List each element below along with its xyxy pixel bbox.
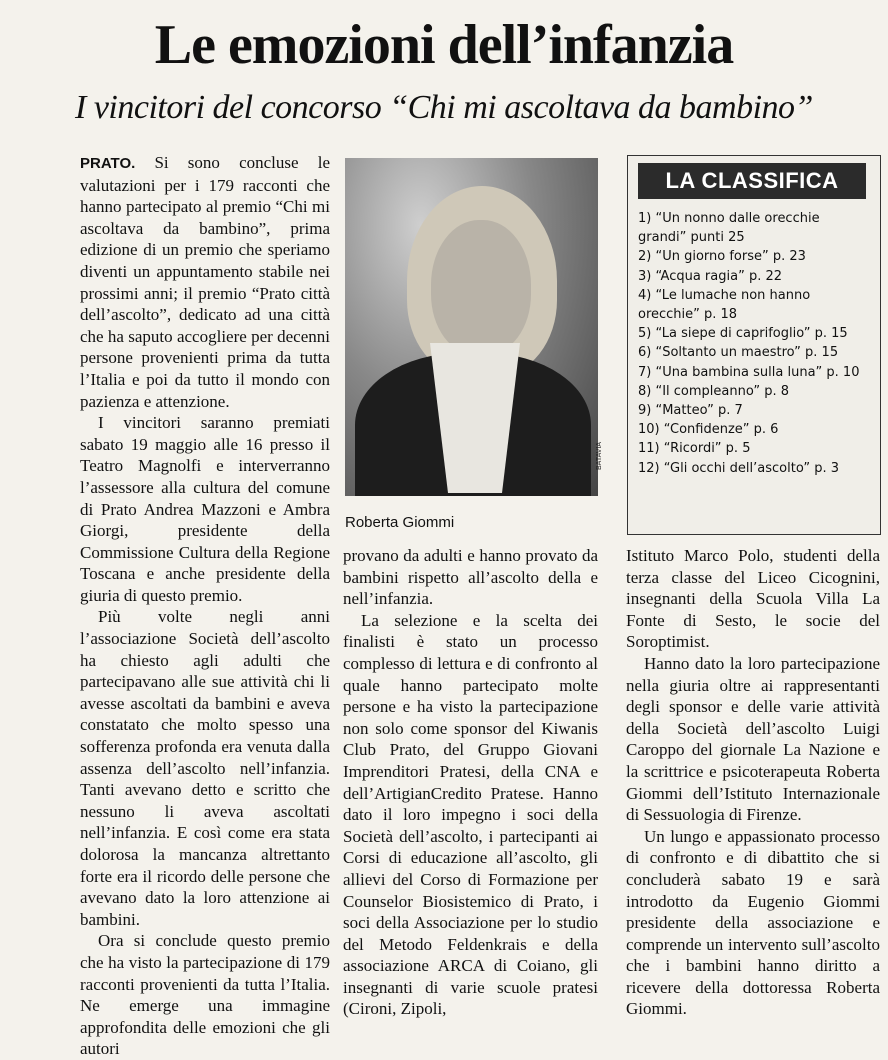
article-column-2 [343,545,598,1020]
list-item: 5) “La siepe di caprifoglio” p. 15 [638,326,848,342]
photo-caption: Roberta Giommi [345,514,455,531]
list-item: 11) “Ricordi” p. 5 [638,441,751,457]
article-paragraph: Ora si conclude questo premio che ha visto la partecipazione di 179 racconti provenienti da tutta l’Italia. Ne emerge una immagine approfondita delle emozioni che gli autori [80,931,330,1059]
article-paragraph: La selezione e la scelta dei finalisti è stato un processo complesso di lettura e di confronto al quale hanno partecipato molte persone e ha visto la partecipazione non solo come sponsor del Kiwanis Club Prato, del Gruppo Giovani Imprenditori Pratesi, della CNA e dell’ArtigianCredito Pratese. Hanno dato il loro impegno i soci della Società dell’ascolto, i partecipanti ai Corsi di educazione all’ascolto, gli allievi del Corso di Formazione per Counselor Biosistemico di Prato, i soci della Associazione per lo studio del Metodo Feldenkrais e della associazione ARCA di Coiano, gli insegnanti di varie scuole pratesi (Cironi, Zipoli, [343,610,598,1019]
list-item: 7) “Una bambina sulla luna” p. 10 [638,364,860,380]
photo-credit: BATAVIA [596,441,603,470]
article-paragraph: Istituto Marco Polo, studenti della terza classe del Liceo Cicognini, insegnanti della Scuola Villa La Fonte di Sesto, le socie del Soroptimist. [626,546,880,652]
list-item: 3) “Acqua ragia” p. 22 [638,268,783,284]
headline: Le emozioni dell’infanzia [154,14,734,76]
list-item: 12) “Gli occhi dell’ascolto” p. 3 [638,460,839,476]
classifica-title: LA CLASSIFICA [638,163,866,199]
article-paragraph: Un lungo e appassionato processo di confronto e di dibattito che si concluderà sabato 19 e sarà introdotto da Eugenio Giommi presidente della associazione e comprende un intervento sull’ascolto che i bambini hanno diritto a ricevere della dottoressa Roberta Giommi. [626,826,880,1019]
article-column-3 [626,545,880,1020]
list-item: 4) “Le lumache non hanno orecchie” p. 18 [638,287,811,323]
classifica-box [627,155,881,535]
subheadline: I vincitori del concorso “Chi mi ascoltava da bambino” [75,89,813,126]
photo-face [431,220,531,355]
list-item: 6) “Soltanto un maestro” p. 15 [638,345,839,361]
article-paragraph: Hanno dato la loro partecipazione nella giuria oltre ai rappresentanti degli sponsor e delle varie attività della Società dell’ascolto Luigi Caroppo del giornale La Nazione e la scrittrice e psicoterapeuta Roberta Giommi dell’Istituto Internazionale di Sessuologia di Firenze. [626,653,880,825]
list-item: 10) “Confidenze” p. 6 [638,422,779,438]
article-column-1 [80,152,330,1060]
list-item: 9) “Matteo” p. 7 [638,403,743,419]
article-paragraph: Più volte negli anni l’associazione Società dell’ascolto ha chiesto agli adulti che partecipavano alle sue attività chi li avesse ascoltati da bambini e aveva constatato che molto spesso una sofferenza profonda era venuta dalla assenza dell’ascolto nell’infanzia. Tanti avevano detto e scritto che nessuno li aveva ascoltati nell’infanzia. E così come era stata dolorosa la mancanza altrettanto forte era il ricordo delle persone che avevano dato la loro attenzione ai bambini. [80,607,330,929]
portrait-photo [345,158,598,496]
article-paragraph: I vincitori saranno premiati sabato 19 maggio alle 16 presso il Teatro Magnolfi e interverranno l’assessore alla cultura del comune di Prato Andrea Mazzoni e Ambra Giorgi, presidente della Commissione Cultura della Regione Toscana e anche presidente della giuria di questo premio. [80,413,330,605]
article-paragraph: provano da adulti e hanno provato da bambini rispetto all’ascolto della e nell’infanzia. [343,546,598,609]
list-item: 8) “Il compleanno” p. 8 [638,383,790,399]
classifica-list [638,209,870,478]
list-item: 2) “Un giorno forse” p. 23 [638,249,806,265]
article-paragraph [80,152,330,412]
list-item: 1) “Un nonno dalle orecchie grandi” punti 25 [638,211,820,246]
dateline: PRATO. [80,155,136,172]
article-text: Si sono concluse le valutazioni per i 179 racconti che hanno partecipato al premio “Chi mi ascoltava da bambino”, prima edizione di un premio che speriamo diventi un appuntamento stabile nei prossimi anni; il premio “Prato città dell’ascolto”, dedicato ad una città che ha saputo accogliere per decenni persone provenienti prima da tutta l’Italia e poi da tutto il mondo con pazienza e attenzione. [80,153,330,411]
